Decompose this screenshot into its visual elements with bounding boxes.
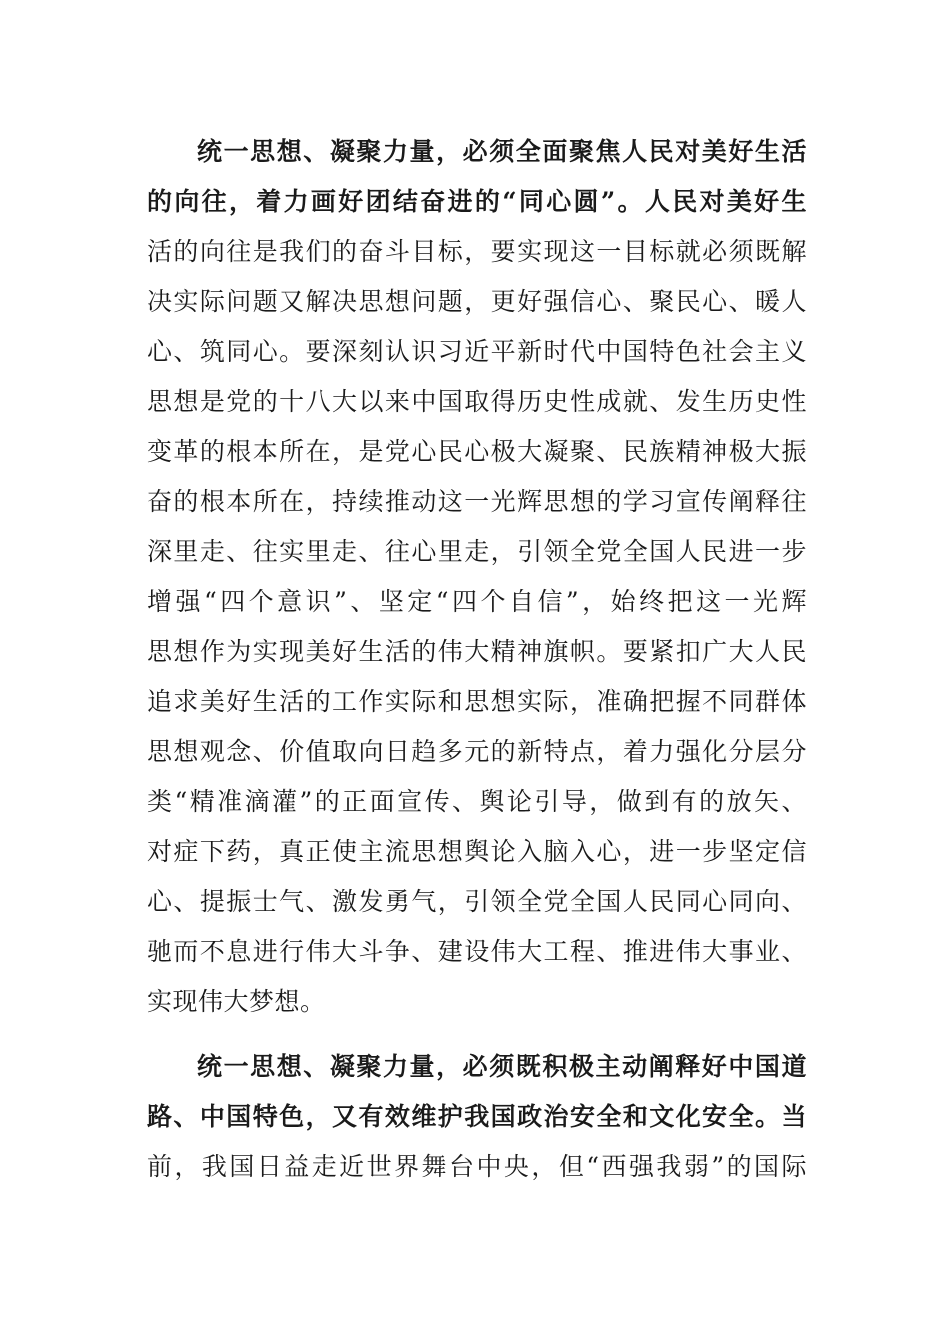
paragraph-1-line-3: 活的向往是我们的奋斗目标，要实现这一目标就必须既解 (147, 237, 807, 266)
paragraph-1-line-13: 思想观念、价值取向日趋多元的新特点，着力强化分层分 (147, 737, 807, 766)
paragraph-1-line-14: 类“精准滴灌”的正面宣传、舆论引导，做到有的放矢、 (147, 787, 807, 816)
paragraph-1-line-6: 思想是党的十八大以来中国取得历史性成就、发生历史性 (147, 387, 807, 416)
paragraph-1-line-17: 驰而不息进行伟大斗争、建设伟大工程、推进伟大事业、 (147, 937, 807, 966)
paragraph-1-line-16: 心、提振士气、激发勇气，引领全党全国人民同心同向、 (147, 887, 807, 916)
paragraph-1-line-5: 心、筑同心。要深刻认识习近平新时代中国特色社会主义 (147, 337, 807, 366)
paragraph-1-line-2: 的向往，着力画好团结奋进的“同心圆”。人民对美好生 (147, 187, 807, 216)
paragraph-1-line-18: 实现伟大梦想。 (147, 987, 326, 1016)
paragraph-1-line-8: 奋的根本所在，持续推动这一光辉思想的学习宣传阐释往 (147, 487, 807, 516)
paragraph-1-line-10: 增强“四个意识”、坚定“四个自信”，始终把这一光辉 (147, 587, 807, 616)
paragraph-2-line-2: 路、中国特色，又有效维护我国政治安全和文化安全。当 (147, 1102, 807, 1131)
paragraph-2-line-1: 统一思想、凝聚力量，必须既积极主动阐释好中国道 (197, 1052, 807, 1081)
paragraph-1-line-15: 对症下药，真正使主流思想舆论入脑入心，进一步坚定信 (147, 837, 807, 866)
paragraph-1-line-9: 深里走、往实里走、往心里走，引领全党全国人民进一步 (147, 537, 807, 566)
paragraph-2-line-3: 前，我国日益走近世界舞台中央，但“西强我弱”的国际 (147, 1152, 807, 1181)
paragraph-1-line-1: 统一思想、凝聚力量，必须全面聚焦人民对美好生活 (197, 137, 807, 166)
paragraph-1-line-11: 思想作为实现美好生活的伟大精神旗帜。要紧扣广大人民 (147, 637, 807, 666)
paragraph-1-line-12: 追求美好生活的工作实际和思想实际，准确把握不同群体 (147, 687, 807, 716)
paragraph-1-line-4: 决实际问题又解决思想问题，更好强信心、聚民心、暖人 (147, 287, 807, 316)
paragraph-1-line-7: 变革的根本所在，是党心民心极大凝聚、民族精神极大振 (147, 437, 807, 466)
